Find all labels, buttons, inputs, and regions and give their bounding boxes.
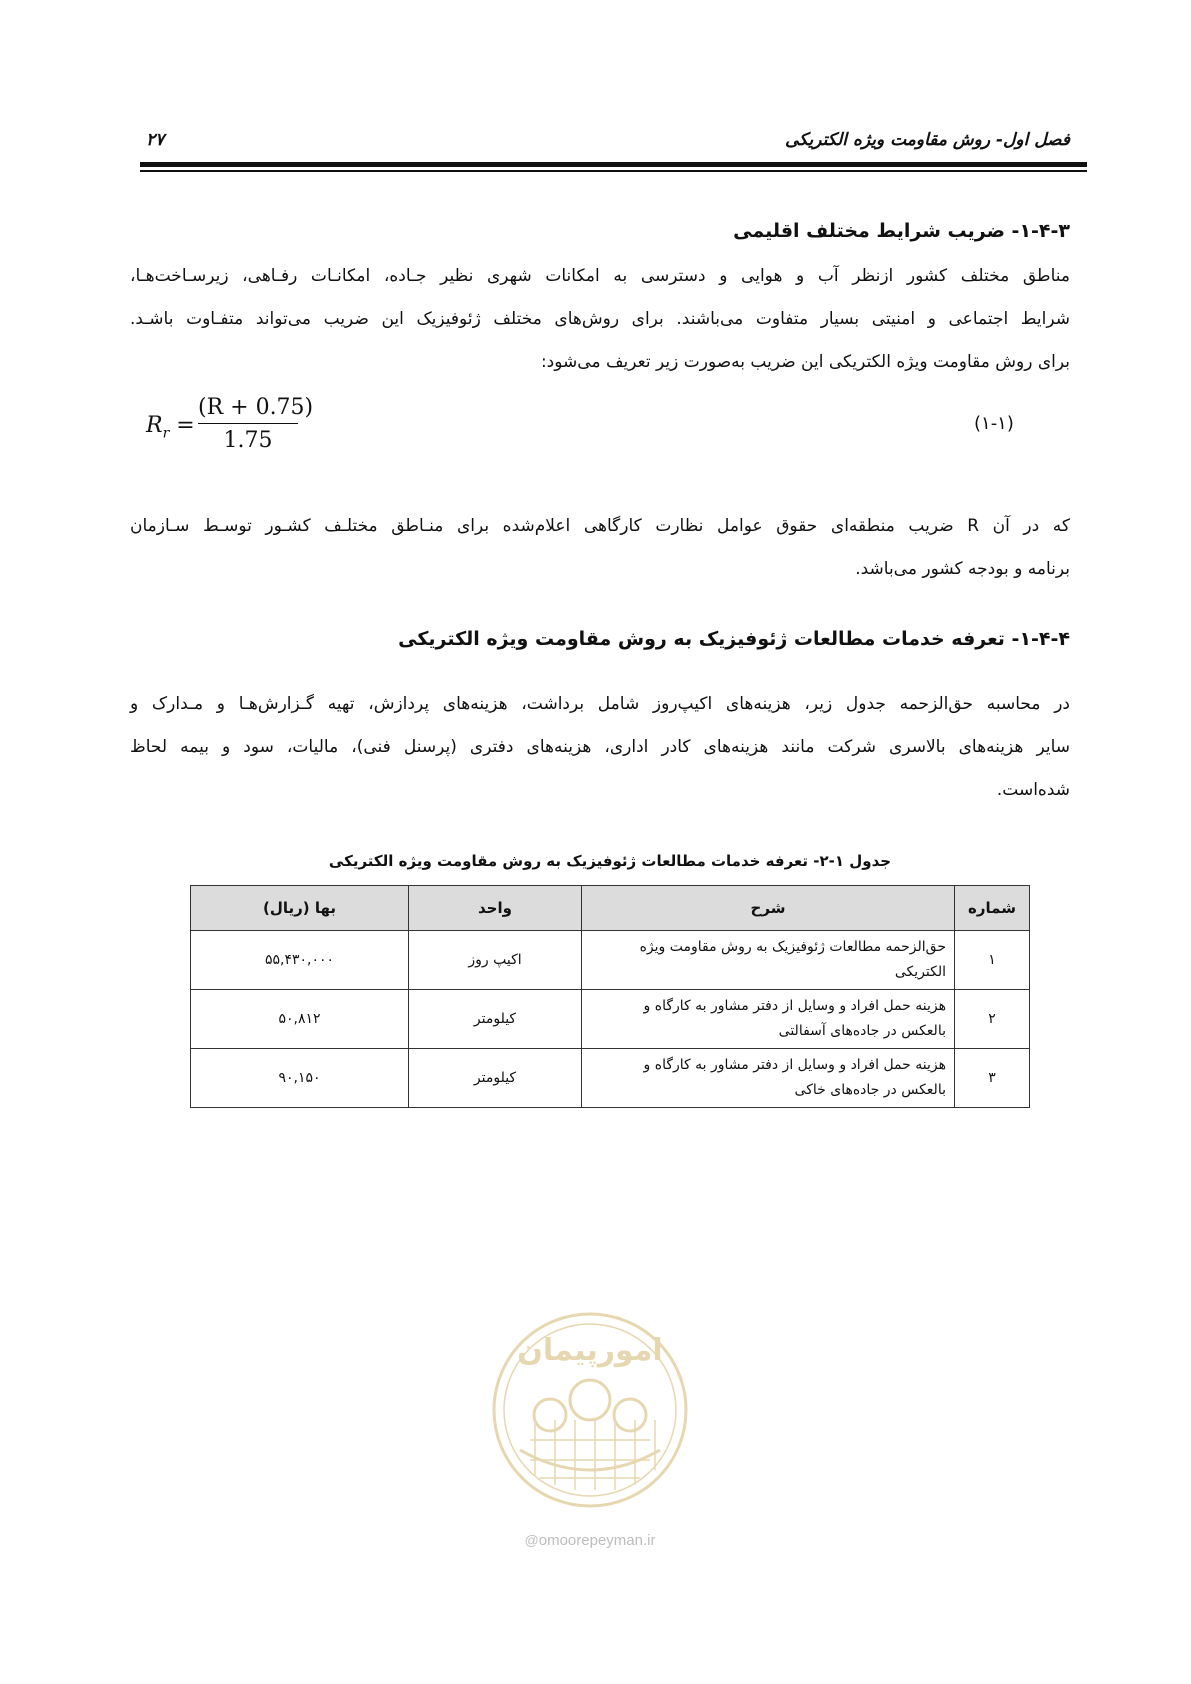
cell-number: ۲ xyxy=(955,990,1030,1049)
paragraph-line: برنامه و بودجه کشور می‌باشد. xyxy=(855,559,1070,579)
watermark-logo-text: امورپیمان xyxy=(517,1333,663,1368)
watermark-logo xyxy=(480,1300,700,1560)
paragraph-line: سایر هزینه‌های بالاسری شرکت مانند هزینه‌های کادر اداری، هزینه‌های دفتری (پرسنل فنی)، مالیات، سود و بیمه لحاظ xyxy=(130,737,1070,757)
paragraph-tariff xyxy=(130,683,1070,812)
paragraph-climate xyxy=(130,255,1070,384)
column-header-price: بها (ریال) xyxy=(191,886,409,931)
at-icon: @ xyxy=(524,1532,539,1548)
paragraph-line: برای روش مقاومت ویژه الکتریکی این ضریب به‌صورت زیر تعریف می‌شود: xyxy=(540,352,1070,372)
cell-description: حق‌الزحمه مطالعات ژئوفیزیک به روش مقاومت ویژه الکتریکی xyxy=(582,931,955,990)
paragraph-line: در محاسبه حق‌الزحمه جدول زیر، هزینه‌های اکیپ‌روز شامل برداشت، هزینه‌های پردازش، تهیه گـزارش‌هـا و مـدارک و xyxy=(130,694,1070,714)
paragraph-region-coefficient xyxy=(130,505,1070,591)
cell-price: ۵۵,۴۳۰,۰۰۰ xyxy=(191,931,409,990)
paragraph-line: شده‌است. xyxy=(996,780,1070,800)
column-header-description: شرح xyxy=(582,886,955,931)
watermark-site: @omoorepeyman.ir xyxy=(524,1532,656,1549)
column-header-number: شماره xyxy=(955,886,1030,931)
cell-price: ۹۰,۱۵۰ xyxy=(191,1049,409,1108)
cell-price: ۵۰,۸۱۲ xyxy=(191,990,409,1049)
column-header-unit: واحد xyxy=(409,886,582,931)
equation-number: (۱-۱) xyxy=(974,413,1014,434)
tariff-table xyxy=(190,885,1030,1108)
table-row xyxy=(191,931,1030,990)
cell-description: هزینه حمل افراد و وسایل از دفتر مشاور به کارگاه و بالعکس در جاده‌های خاکی xyxy=(582,1049,955,1108)
table-caption: جدول ۱-۲- تعرفه خدمات مطالعات ژئوفیزیک به روش مقاومت ویژه الکتریکی xyxy=(328,852,892,870)
table-row xyxy=(191,990,1030,1049)
section-heading-tariff: ۱-۴-۴- تعرفه خدمات مطالعات ژئوفیزیک به روش مقاومت ویژه الکتریکی xyxy=(398,628,1070,650)
paragraph-line: مناطق مختلف کشور ازنظر آب و هوایی و دسترسی به امکانات شهری نظیر جـاده، امکانـات رفـاهی، زیرسـاخت‌هـا، xyxy=(130,266,1070,286)
page-number: ۲۷ xyxy=(146,130,165,150)
formula-denominator: 1.75 xyxy=(223,428,273,453)
cell-number: ۱ xyxy=(955,931,1030,990)
paragraph-line: که در آن R ضریب منطقه‌ای حقوق عوامل نظارت کارگاهی اعلام‌شده برای منـاطق مختلـف کشـور توسـط سـازمان xyxy=(130,516,1071,536)
formula-numerator: (R + 0.75) xyxy=(198,395,298,424)
header-rule-thick xyxy=(140,162,1087,167)
running-header-title: فصل اول- روش مقاومت ویژه الکتریکی xyxy=(784,130,1070,150)
section-heading-climate: ۱-۴-۳- ضریب شرایط مختلف اقلیمی xyxy=(733,220,1070,242)
paragraph-line: شرایط اجتماعی و امنیتی بسیار متفاوت می‌باشند. برای روش‌های مختلف ژئوفیزیک این ضریب می‌تواند متفـاوت باشـد. xyxy=(130,309,1070,329)
cell-unit: کیلومتر xyxy=(409,990,582,1049)
cell-unit: اکیپ روز xyxy=(409,931,582,990)
cell-description: هزینه حمل افراد و وسایل از دفتر مشاور به کارگاه و بالعکس در جاده‌های آسفالتی xyxy=(582,990,955,1049)
header-rule-thin xyxy=(140,170,1087,172)
cell-number: ۳ xyxy=(955,1049,1030,1108)
formula-lhs: $R_r$ = xyxy=(146,413,195,442)
cell-unit: کیلومتر xyxy=(409,1049,582,1108)
formula-fraction xyxy=(198,395,314,453)
table-row xyxy=(191,1049,1030,1108)
table-header-row xyxy=(191,886,1030,931)
